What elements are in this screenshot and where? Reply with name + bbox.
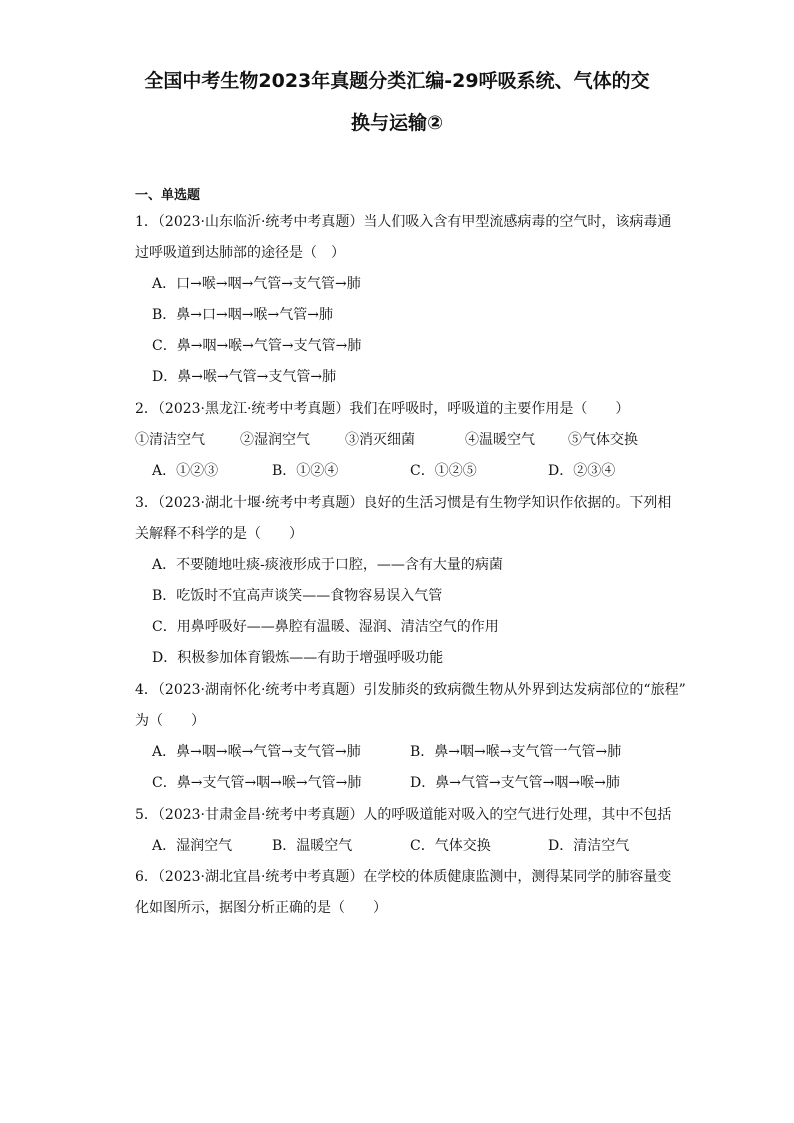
document-title-line-1: 全国中考生物2023年真题分类汇编-29呼吸系统、气体的交 — [144, 70, 650, 92]
q2-item-1: ①清洁空气 — [135, 432, 205, 448]
q6-stem-line-1: 6．（2023·湖北宜昌·统考中考真题）在学校的体质健康监测中，测得某同学的肺容量变 — [135, 869, 672, 885]
q1-option-b: B．鼻→口→咽→喉→气管→肺 — [152, 307, 333, 323]
q1-option-d: D．鼻→喉→气管→支气管→肺 — [152, 369, 337, 385]
q1-stem-line-1: 1．（2023·山东临沂·统考中考真题）当人们吸入含有甲型流感病毒的空气时，该病毒通 — [135, 214, 672, 230]
q5-option-c: C．气体交换 — [410, 838, 491, 854]
q6-stem-line-2: 化如图所示，据图分析正确的是（ ） — [135, 900, 387, 916]
q4-option-d: D．鼻→气管→支气管→咽→喉→肺 — [410, 775, 620, 791]
q2-option-d: D．②③④ — [548, 463, 616, 479]
q4-option-b: B．鼻→咽→喉→支气管一气管→肺 — [410, 744, 622, 760]
q2-item-3: ③消灭细菌 — [345, 432, 415, 448]
q1-option-c: C．鼻→咽→喉→气管→支气管→肺 — [152, 338, 362, 354]
q3-option-b: B．吃饭时不宜高声谈笑——食物容易误入气管 — [152, 588, 443, 604]
q2-option-a: A．①②③ — [152, 463, 219, 479]
q2-stem-line-1: 2．（2023·黑龙江·统考中考真题）我们在呼吸时，呼吸道的主要作用是（ ） — [135, 401, 630, 417]
q4-stem-line-2: 为（ ） — [135, 713, 205, 729]
q3-option-c: C．用鼻呼吸好——鼻腔有温暖、湿润、清洁空气的作用 — [152, 619, 499, 635]
q3-option-d: D．积极参加体育锻炼——有助于增强呼吸功能 — [152, 650, 444, 666]
q5-stem-line-1: 5．（2023·甘肃金昌·统考中考真题）人的呼吸道能对吸入的空气进行处理，其中不包括 — [135, 807, 672, 823]
document-title-line-2: 换与运输② — [350, 112, 444, 134]
q4-option-a: A．鼻→咽→喉→气管→支气管→肺 — [152, 744, 361, 760]
q3-stem-line-2: 关解释不科学的是（ ） — [135, 526, 303, 542]
section-heading: 一、单选题 — [135, 188, 201, 203]
q2-item-4: ④温暖空气 — [465, 432, 535, 448]
q4-stem-line-1: 4．（2023·湖南怀化·统考中考真题）引发肺炎的致病微生物从外界到达发病部位的“旅程” — [135, 682, 686, 698]
q1-stem-line-2: 过呼吸道到达肺部的途径是（ ） — [135, 245, 345, 261]
q5-option-a: A．湿润空气 — [152, 838, 233, 854]
q2-item-2: ②湿润空气 — [240, 432, 310, 448]
q5-option-b: B．温暖空气 — [272, 838, 353, 854]
q1-option-a: A．口→喉→咽→气管→支气管→肺 — [152, 276, 361, 292]
q5-option-d: D．清洁空气 — [548, 838, 630, 854]
q2-item-5: ⑤气体交换 — [568, 432, 638, 448]
q2-option-b: B．①②④ — [272, 463, 339, 479]
q3-stem-line-1: 3．（2023·湖北十堰·统考中考真题）良好的生活习惯是有生物学知识作依据的。下列相 — [135, 495, 672, 511]
q4-option-c: C．鼻→支气管→咽→喉→气管→肺 — [152, 775, 362, 791]
q3-option-a: A．不要随地吐痰-痰液形成于口腔，——含有大量的病菌 — [152, 557, 503, 573]
q2-option-c: C．①②⑤ — [410, 463, 477, 479]
